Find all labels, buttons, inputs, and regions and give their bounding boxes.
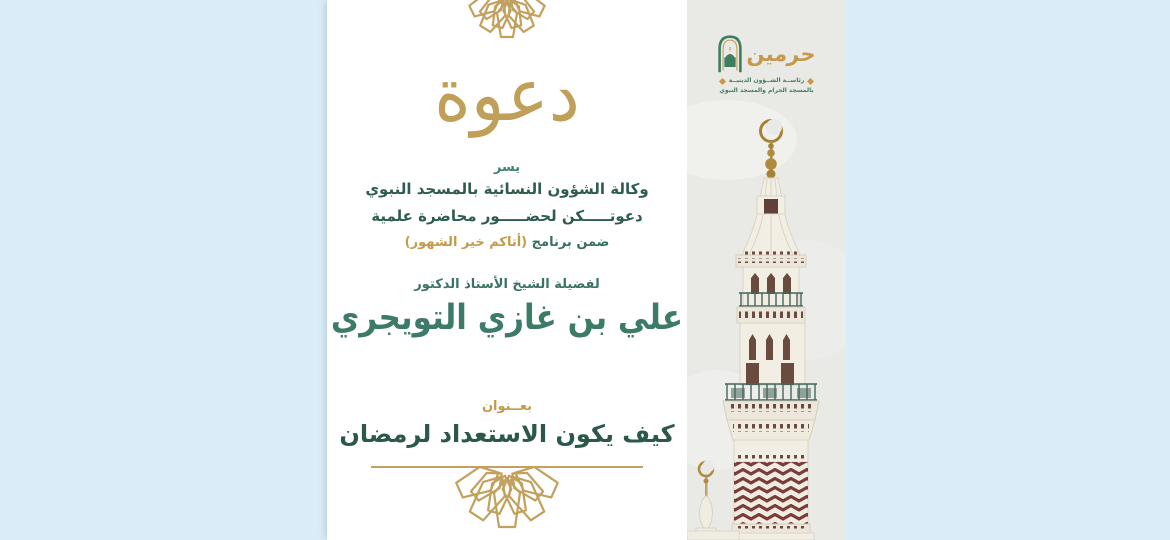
invitation-title-calligraphy: دعوة <box>434 51 580 139</box>
logo-subtitle-line2: بالمسجد الحرام والمسجد النبوي <box>719 86 814 94</box>
haramain-logo <box>687 34 846 95</box>
geometric-rosette-ornament-top-icon <box>432 0 582 40</box>
gold-emblem-icon <box>807 78 814 85</box>
lecture-topic-title: كيف يكون الاستعداد لرمضان <box>339 420 675 448</box>
logo-subtitle-line1: رئاســة الشــؤون الدينيــة <box>728 77 805 84</box>
invitation-card <box>327 0 687 540</box>
intro-word: يسر <box>493 160 521 175</box>
program-line <box>327 235 687 250</box>
logo-wordmark: حرمين <box>745 41 818 66</box>
program-prefix: ضمن برنامج <box>531 235 610 250</box>
gold-emblem-icon <box>719 78 726 85</box>
geometric-rosette-ornament-bottom-icon <box>422 467 592 531</box>
mosque-arch-icon <box>717 34 743 74</box>
invite-line: دعوتـــــكن لحضـــــور محاضرة علمية <box>371 207 643 225</box>
topic-label: بعــنوان <box>481 399 533 414</box>
speaker-honorific: لفضيلة الشيخ الأستاذ الدكتور <box>414 277 600 292</box>
program-name: (أتاكم خير الشهور) <box>404 235 528 250</box>
organizer-line: وكالة الشؤون النسائية بالمسجد النبوي <box>365 180 649 198</box>
speaker-name-calligraphy: علي بن غازي التويجري <box>330 297 684 339</box>
